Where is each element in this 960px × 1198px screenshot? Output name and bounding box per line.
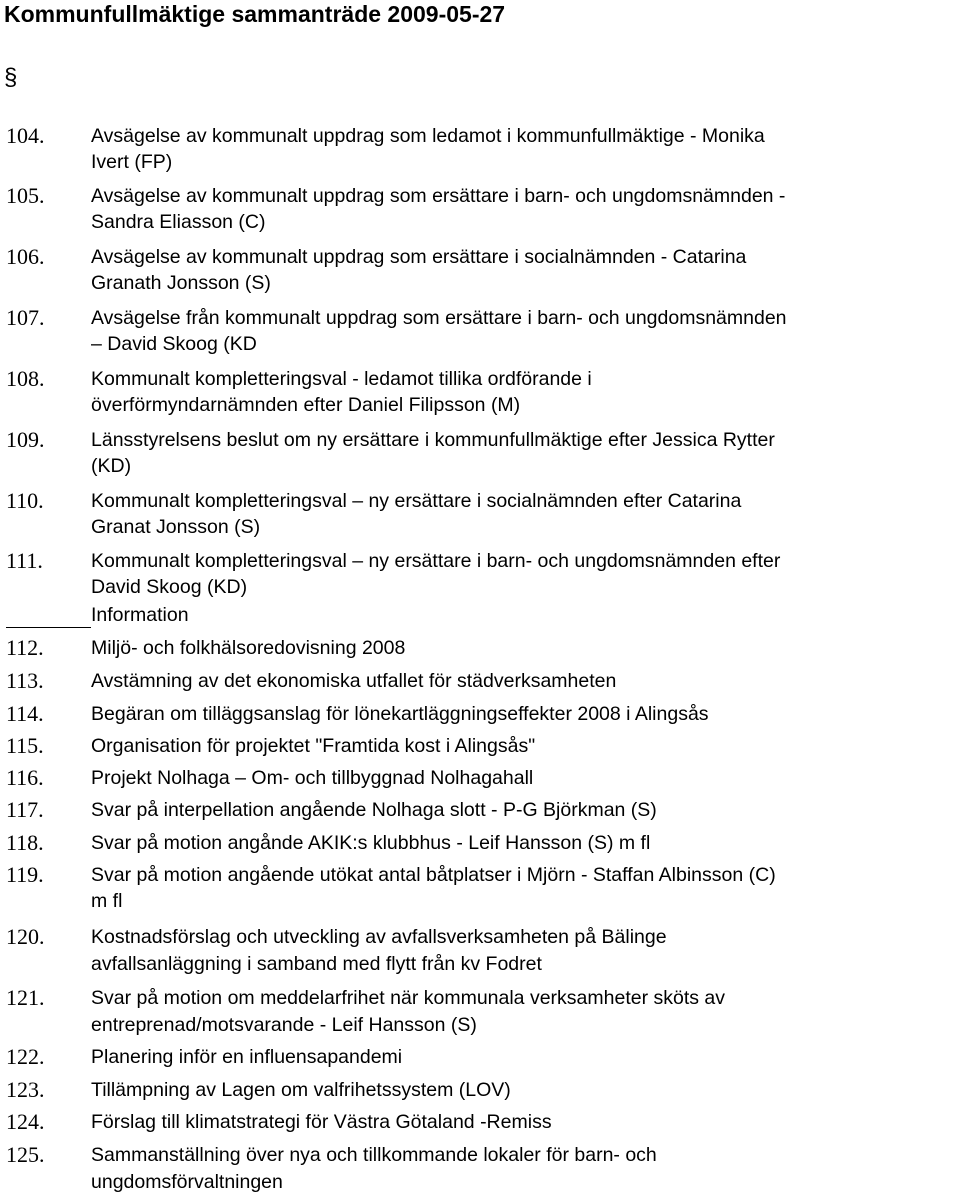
item-text: Projekt Nolhaga – Om- och tillbyggnad Nolhagahall — [91, 767, 534, 789]
item-number: 117. — [6, 797, 44, 822]
information-heading: Information — [91, 604, 189, 626]
item-number: 119. — [6, 862, 44, 887]
item-text: avfallsanläggning i samband med flytt från kv Fodret — [91, 953, 542, 975]
item-text: Avsägelse från kommunalt uppdrag som ersättare i barn- och ungdomsnämnden — [91, 307, 787, 329]
item-number: 113. — [6, 668, 44, 693]
item-number: 118. — [6, 830, 44, 855]
item-text: Kommunalt kompletteringsval - ledamot tillika ordförande i — [91, 368, 592, 390]
item-text: Kommunalt kompletteringsval – ny ersättare i socialnämnden efter Catarina — [91, 490, 742, 512]
item-text: Avsägelse av kommunalt uppdrag som ersättare i barn- och ungdomsnämnden - — [91, 185, 786, 207]
item-text: Begäran om tilläggsanslag för lönekartläggningseffekter 2008 i Alingsås — [91, 703, 709, 725]
item-number: 120. — [6, 924, 45, 949]
item-text: – David Skoog (KD — [91, 333, 257, 355]
item-text: Ivert (FP) — [91, 151, 173, 173]
item-text: ungdomsförvaltningen — [91, 1171, 283, 1193]
item-number: 106. — [6, 244, 45, 269]
item-number: 125. — [6, 1142, 45, 1167]
item-text: Svar på motion om meddelarfrihet när kommunala verksamheter sköts av — [91, 987, 726, 1009]
item-number: 122. — [6, 1044, 45, 1069]
item-text: Kostnadsförslag och utveckling av avfallsverksamheten på Bälinge — [91, 926, 667, 948]
information-divider — [6, 627, 91, 628]
item-text: Sandra Eliasson (C) — [91, 211, 266, 233]
item-number: 110. — [6, 488, 44, 513]
item-text: David Skoog (KD) — [91, 576, 248, 598]
item-number: 104. — [6, 123, 45, 148]
item-number: 121. — [6, 985, 45, 1010]
item-text: entreprenad/motsvarande - Leif Hansson (S) — [91, 1014, 477, 1036]
item-text: Granath Jonsson (S) — [91, 272, 271, 294]
item-text: Organisation för projektet "Framtida kost i Alingsås" — [91, 735, 536, 757]
item-text: Tillämpning av Lagen om valfrihetssystem (LOV) — [91, 1079, 511, 1101]
item-text: Svar på motion angånde AKIK:s klubbhus - Leif Hansson (S) m fl — [91, 832, 651, 854]
item-number: 109. — [6, 427, 45, 452]
item-text: m fl — [91, 890, 123, 912]
item-text: Planering inför en influensapandemi — [91, 1046, 403, 1068]
item-text: Förslag till klimatstrategi för Västra Götaland -Remiss — [91, 1111, 552, 1133]
item-text: överförmyndarnämnden efter Daniel Filipsson (M) — [91, 394, 521, 416]
item-number: 105. — [6, 183, 45, 208]
item-number: 116. — [6, 765, 44, 790]
item-text: Avsägelse av kommunalt uppdrag som ersättare i socialnämnden - Catarina — [91, 246, 747, 268]
item-number: 108. — [6, 366, 45, 391]
item-text: Länsstyrelsens beslut om ny ersättare i kommunfullmäktige efter Jessica Rytter — [91, 429, 775, 451]
item-text: (KD) — [91, 455, 132, 477]
item-number: 107. — [6, 305, 45, 330]
section-sign: § — [4, 64, 18, 91]
item-text: Avstämning av det ekonomiska utfallet för städverksamheten — [91, 670, 617, 692]
item-number: 124. — [6, 1109, 45, 1134]
item-text: Granat Jonsson (S) — [91, 516, 261, 538]
item-text: Miljö- och folkhälsoredovisning 2008 — [91, 637, 406, 659]
item-text: Avsägelse av kommunalt uppdrag som ledamot i kommunfullmäktige - Monika — [91, 125, 765, 147]
item-text: Sammanställning över nya och tillkommande lokaler för barn- och — [91, 1144, 657, 1166]
page-title: Kommunfullmäktige sammanträde 2009-05-27 — [4, 1, 506, 27]
item-number: 114. — [6, 701, 44, 726]
item-number: 123. — [6, 1077, 45, 1102]
item-text: Svar på interpellation angående Nolhaga slott - P-G Björkman (S) — [91, 799, 657, 821]
item-text: Kommunalt kompletteringsval – ny ersättare i barn- och ungdomsnämnden efter — [91, 550, 781, 572]
item-number: 112. — [6, 635, 44, 660]
item-text: Svar på motion angående utökat antal båtplatser i Mjörn - Staffan Albinsson (C) — [91, 864, 776, 886]
item-number: 115. — [6, 733, 44, 758]
item-number: 111. — [6, 548, 43, 573]
